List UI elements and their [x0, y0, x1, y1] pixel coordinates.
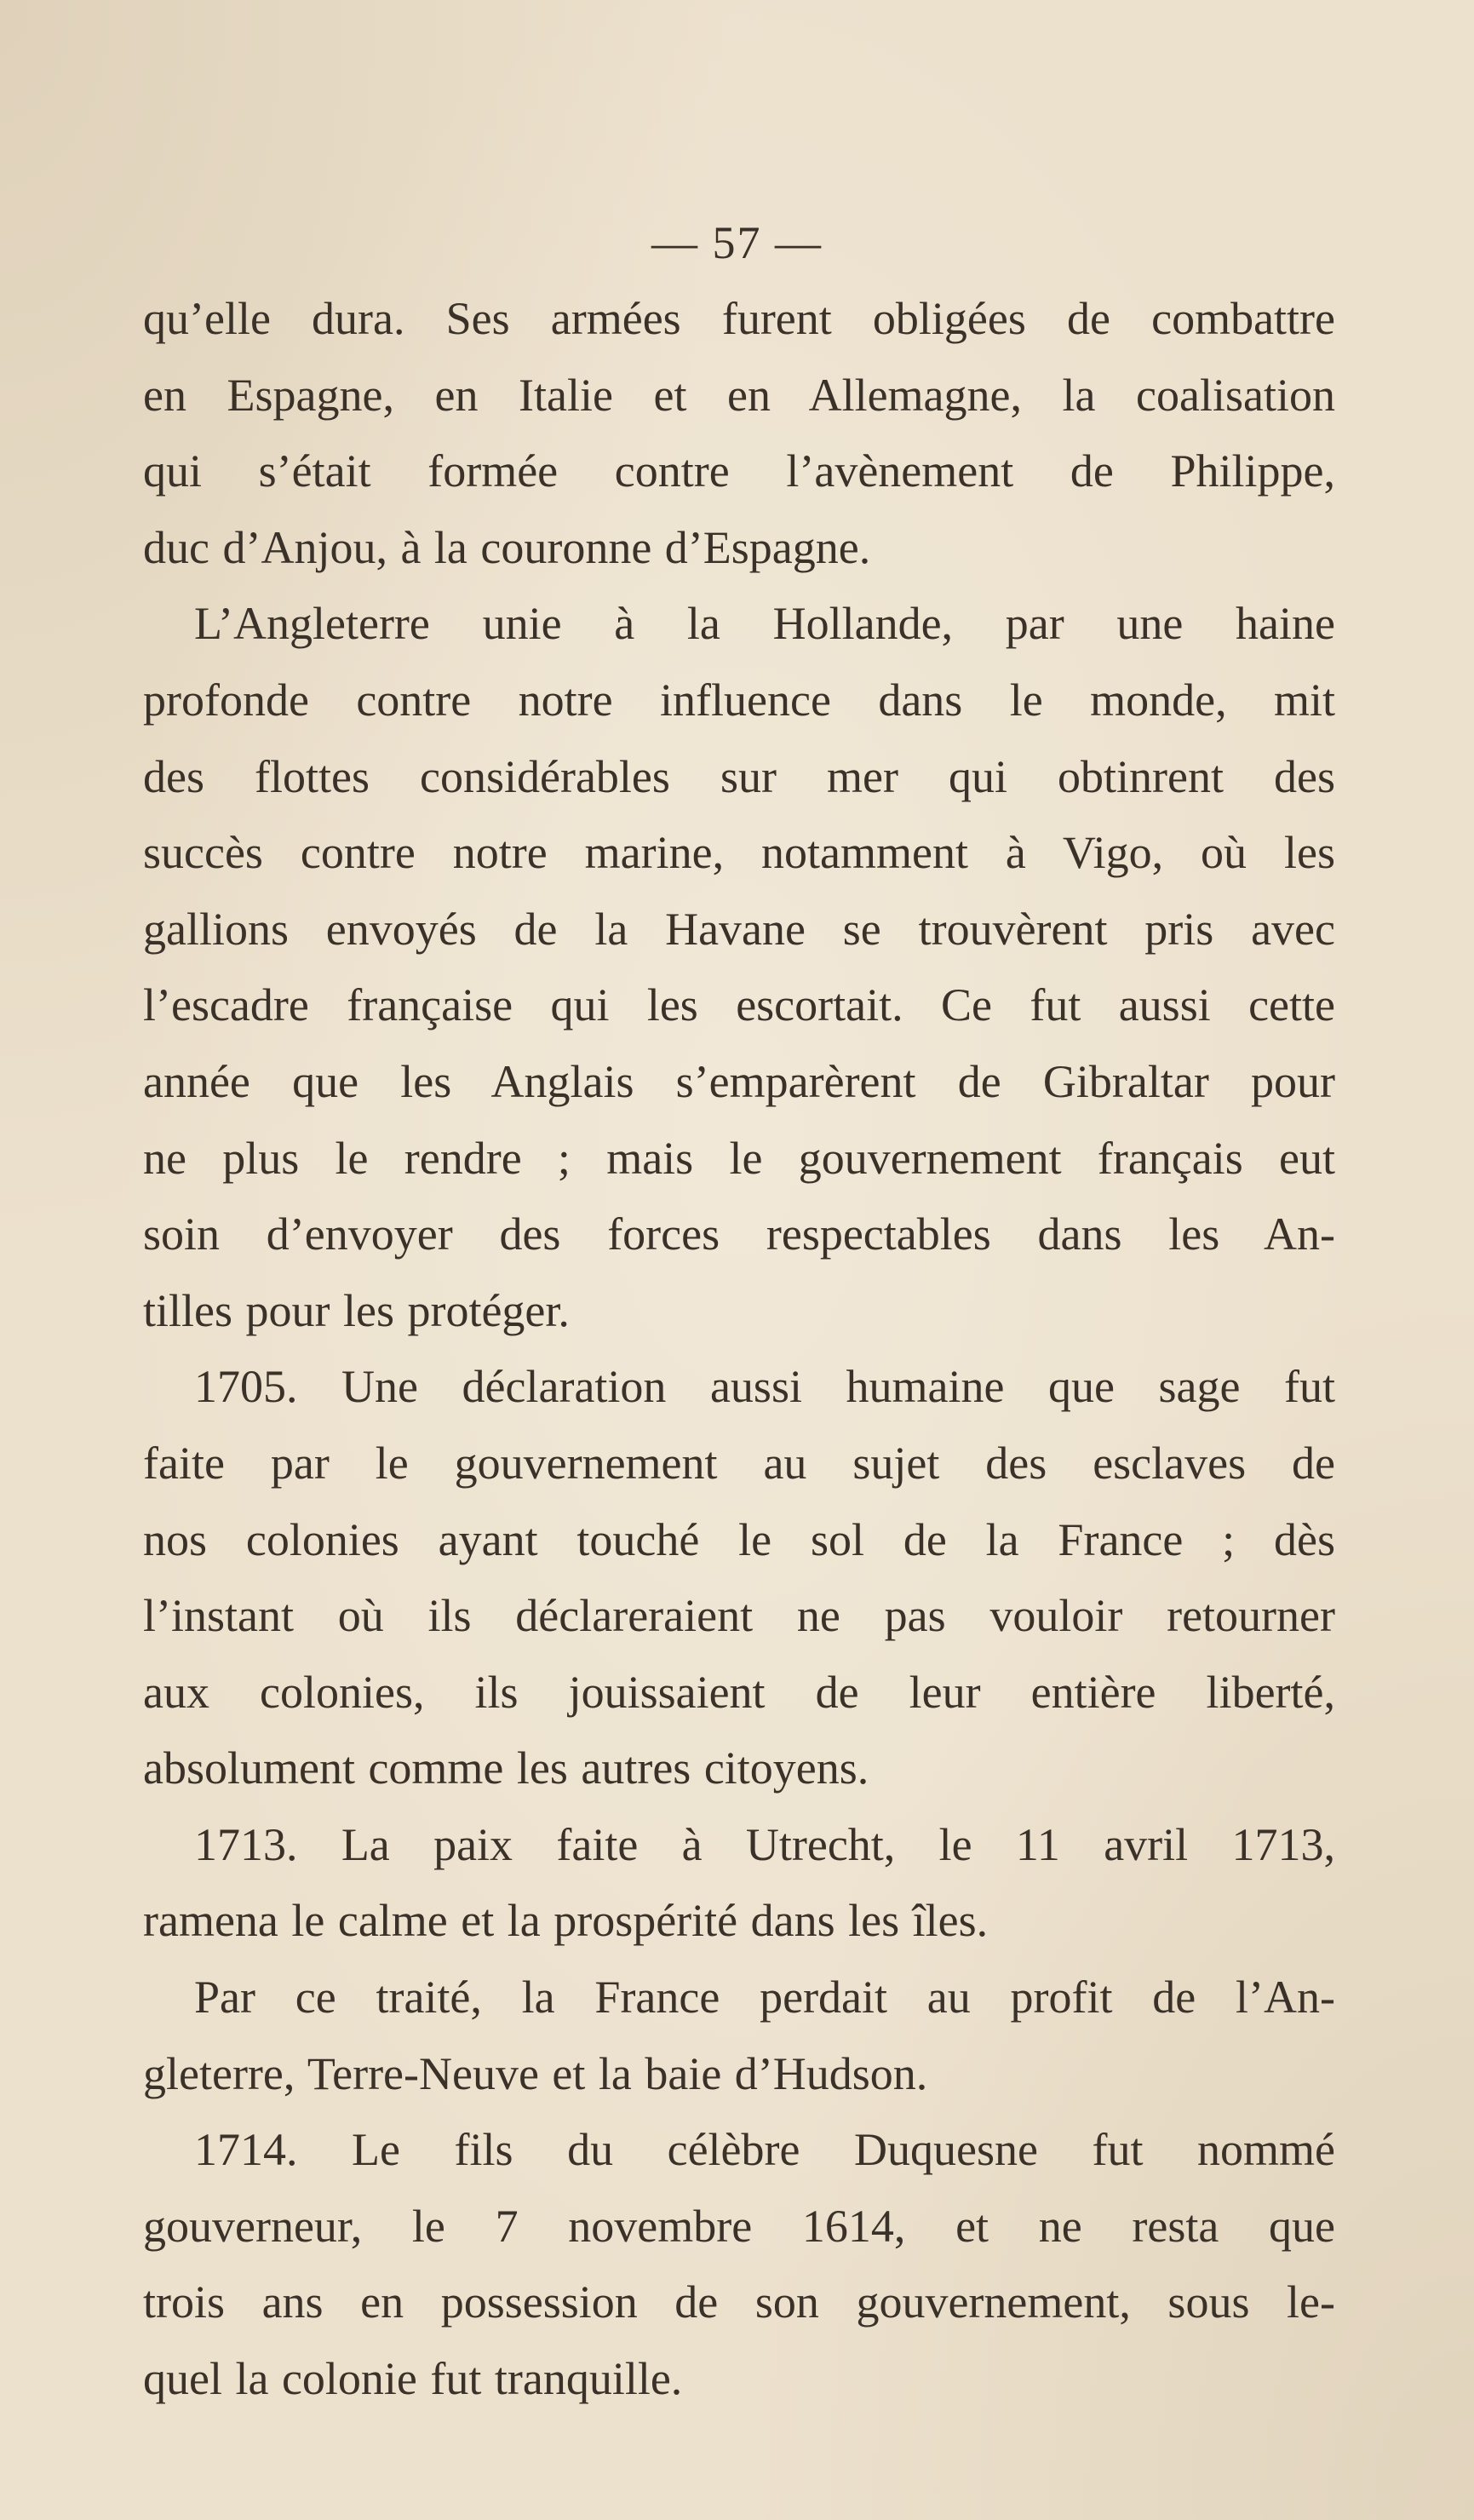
text-line: gouverneur, le 7 novembre 1614, et ne resta que	[143, 2200, 1335, 2252]
text-line: trois ans en possession de son gouvernement, sous le-	[143, 2276, 1335, 2328]
text-line: gallions envoyés de la Havane se trouvèrent pris avec	[143, 903, 1335, 955]
text-line: année que les Anglais s’emparèrent de Gibraltar pour	[143, 1055, 1335, 1107]
text-line: quel la colonie fut tranquille.	[143, 2353, 683, 2405]
text-line: 1713. La paix faite à Utrecht, le 11 avril 1713,	[194, 1818, 1335, 1870]
text-line: 1705. Une déclaration aussi humaine que sage fut	[194, 1361, 1335, 1413]
text-line: nos colonies ayant touché le sol de la France ; dès	[143, 1513, 1335, 1565]
text-line: aux colonies, ils jouissaient de leur entière liberté,	[143, 1666, 1335, 1718]
text-line: en Espagne, en Italie et en Allemagne, la coalisation	[143, 369, 1335, 421]
text-line: des flottes considérables sur mer qui obtinrent des	[143, 750, 1335, 802]
text-line: succès contre notre marine, notamment à Vigo, où les	[143, 827, 1335, 879]
text-line: l’escadre française qui les escortait. Ce fut aussi cette	[143, 979, 1335, 1031]
text-line: L’Angleterre unie à la Hollande, par une haine	[194, 598, 1335, 650]
text-line: tilles pour les protéger.	[143, 1284, 570, 1336]
text-line: soin d’envoyer des forces respectables dans les An-	[143, 1208, 1335, 1260]
text-line: qu’elle dura. Ses armées furent obligées de combattre	[143, 293, 1335, 344]
text-line: ne plus le rendre ; mais le gouvernement français eut	[143, 1132, 1335, 1184]
text-line: qui s’était formée contre l’avènement de Philippe,	[143, 445, 1335, 497]
text-line: profonde contre notre influence dans le monde, mit	[143, 674, 1335, 726]
text-line: duc d’Anjou, à la couronne d’Espagne.	[143, 521, 871, 573]
text-line: 1714. Le fils du célèbre Duquesne fut nommé	[194, 2124, 1335, 2176]
text-line: Par ce traité, la France perdait au profit de l’An-	[194, 1972, 1335, 2023]
text-line: absolument comme les autres citoyens.	[143, 1742, 869, 1794]
body-text	[143, 281, 1335, 2418]
text-line: faite par le gouvernement au sujet des esclaves de	[143, 1437, 1335, 1489]
text-line: gleterre, Terre-Neuve et la baie d’Hudson.	[143, 2047, 928, 2099]
page-number: — 57 —	[651, 217, 823, 268]
text-line: l’instant où ils déclareraient ne pas vouloir retourner	[143, 1590, 1335, 1642]
text-line: ramena le calme et la prospérité dans les îles.	[143, 1895, 989, 1947]
